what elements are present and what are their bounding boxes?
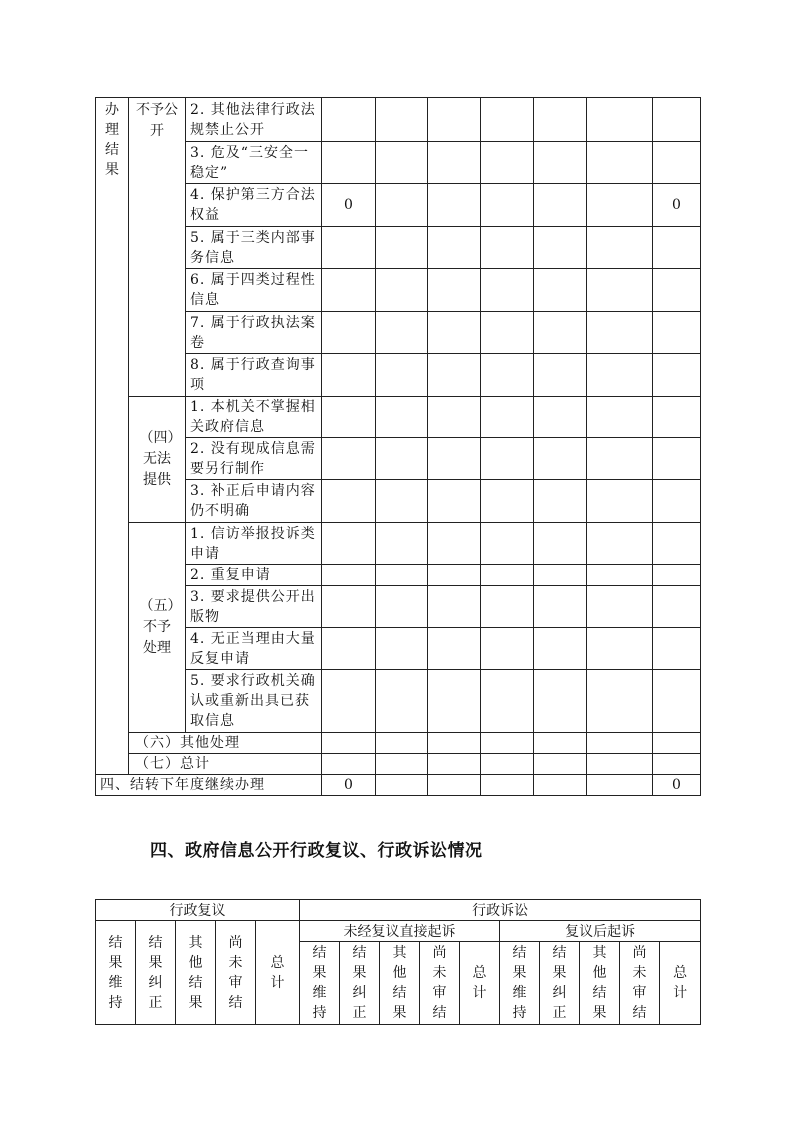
- cell-natural-person: [322, 397, 376, 438]
- col-header: 结果维持: [500, 942, 540, 1025]
- table-row: [96, 670, 701, 733]
- table-row: [96, 733, 701, 754]
- cell-total: [653, 733, 701, 754]
- row-label: 3. 补正后申请内容仍不明确: [186, 480, 322, 523]
- cell-natural-person: [322, 480, 376, 523]
- row-label: 1. 信访举报投诉类申请: [186, 523, 322, 565]
- cell-total: [653, 586, 701, 628]
- row-label: 2. 没有现成信息需要另行制作: [186, 438, 322, 480]
- table-row: [96, 565, 701, 586]
- row-label: 8. 属于行政查询事项: [186, 354, 322, 397]
- col-header: 总计: [660, 942, 701, 1025]
- row-label: 2. 其他法律行政法规禁止公开: [186, 98, 322, 142]
- cell-natural-person: 0: [322, 775, 376, 796]
- col-header: 尚未审结: [216, 921, 256, 1025]
- table-row: [96, 438, 701, 480]
- table-row: [96, 921, 701, 942]
- cell-total: [653, 523, 701, 565]
- table-row: [96, 269, 701, 312]
- col-header: 结果纠正: [340, 942, 380, 1025]
- table-row: [96, 523, 701, 565]
- application-results-table: [95, 97, 701, 796]
- row-label: 3. 危及“三安全一稳定”: [186, 142, 322, 184]
- cell-total: [653, 670, 701, 733]
- table-row: [96, 900, 701, 921]
- cell-natural-person: [322, 628, 376, 670]
- cell-natural-person: [322, 565, 376, 586]
- row-label: 4. 无正当理由大量反复申请: [186, 628, 322, 670]
- table-row: [96, 628, 701, 670]
- col-header: 结果维持: [300, 942, 340, 1025]
- row-label: （六）其他处理: [129, 733, 322, 754]
- group-label-cannot-provide: （四）无法提供: [129, 397, 186, 523]
- cell-total: [653, 142, 701, 184]
- row-label: 6. 属于四类过程性信息: [186, 269, 322, 312]
- cell-total: [653, 628, 701, 670]
- cell-total: 0: [653, 775, 701, 796]
- row-label: 四、结转下年度继续办理: [96, 775, 322, 796]
- table-row: [96, 227, 701, 269]
- cell-natural-person: [322, 733, 376, 754]
- group-label-not-processed: （五）不予处理: [129, 523, 186, 733]
- table-row: [96, 184, 701, 227]
- cell-natural-person: [322, 354, 376, 397]
- table-row: [96, 142, 701, 184]
- litigation-header: 行政诉讼: [300, 900, 701, 921]
- col-header: 其他结果: [176, 921, 216, 1025]
- col-header: 结果纠正: [540, 942, 580, 1025]
- cell-total: [653, 227, 701, 269]
- table-row: [96, 480, 701, 523]
- table-row: [96, 775, 701, 796]
- row-label: 1. 本机关不掌握相关政府信息: [186, 397, 322, 438]
- cell-total: [653, 754, 701, 775]
- col-header: 尚未审结: [420, 942, 460, 1025]
- table-row: [96, 312, 701, 354]
- row-label: 4. 保护第三方合法权益: [186, 184, 322, 227]
- row-label: （七）总计: [129, 754, 322, 775]
- cell-natural-person: [322, 312, 376, 354]
- col-header: 其他结果: [580, 942, 620, 1025]
- after-review-header: 复议后起诉: [500, 921, 701, 942]
- table-row: [96, 397, 701, 438]
- row-label: 2. 重复申请: [186, 565, 322, 586]
- row-label: 7. 属于行政执法案卷: [186, 312, 322, 354]
- cell-total: [653, 480, 701, 523]
- row-label: 3. 要求提供公开出版物: [186, 586, 322, 628]
- cell-natural-person: [322, 523, 376, 565]
- cell-natural-person: [322, 670, 376, 733]
- row-label: 5. 属于三类内部事务信息: [186, 227, 322, 269]
- group-label-not-disclosed: 不予公开: [129, 98, 186, 397]
- section-label: 办理结果: [96, 98, 129, 775]
- table-row: [96, 98, 701, 142]
- cell-natural-person: [322, 586, 376, 628]
- col-header: 结果维持: [96, 921, 136, 1025]
- cell-total: [653, 397, 701, 438]
- cell-total: [653, 354, 701, 397]
- admin-review-header: 行政复议: [96, 900, 300, 921]
- cell-total: [653, 438, 701, 480]
- cell-total: 0: [653, 184, 701, 227]
- col-header: 总计: [460, 942, 500, 1025]
- cell-natural-person: [322, 438, 376, 480]
- col-header: 总计: [256, 921, 300, 1025]
- direct-suit-header: 未经复议直接起诉: [300, 921, 500, 942]
- cell-total: [653, 312, 701, 354]
- review-litigation-table: [95, 899, 701, 1025]
- cell-natural-person: [322, 142, 376, 184]
- cell-total: [653, 98, 701, 142]
- col-header: 尚未审结: [620, 942, 660, 1025]
- col-header: 结果纠正: [136, 921, 176, 1025]
- cell-natural-person: [322, 227, 376, 269]
- table-row: [96, 586, 701, 628]
- cell-total: [653, 565, 701, 586]
- cell-natural-person: [322, 98, 376, 142]
- col-header: 其他结果: [380, 942, 420, 1025]
- cell-natural-person: [322, 269, 376, 312]
- cell-natural-person: 0: [322, 184, 376, 227]
- cell-natural-person: [322, 754, 376, 775]
- row-label: 5. 要求行政机关确认或重新出具已获取信息: [186, 670, 322, 733]
- table-row: [96, 354, 701, 397]
- cell-total: [653, 269, 701, 312]
- section-heading: 四、政府信息公开行政复议、行政诉讼情况: [150, 841, 483, 861]
- table-row: [96, 754, 701, 775]
